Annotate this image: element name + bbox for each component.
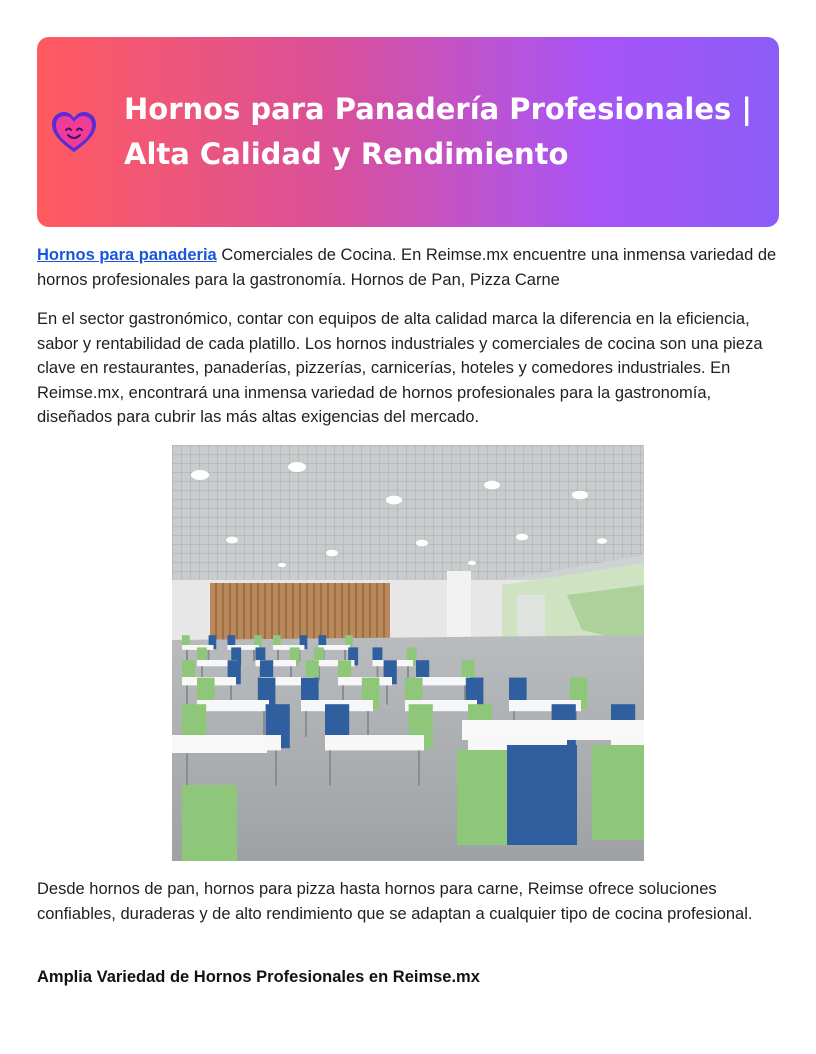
cafeteria-photo: [172, 445, 644, 861]
heart-smiley-icon: [50, 110, 98, 156]
intro-text: Comerciales de Cocina. En Reimse.mx encuentre una inmensa variedad de hornos profesionales para la gastronomía. Hornos de Pan, Pizza Carne: [37, 246, 777, 289]
page-title: Hornos para Panadería Profesionales | Alta Calidad y Rendimiento: [124, 92, 752, 171]
body-paragraph-2: En el sector gastronómico, contar con equipos de alta calidad marca la diferencia en la eficiencia, sabor y rentabilidad de cada platillo. Los hornos industriales y comerciales de cocina son una pieza clave en restaurantes, panaderías, pizzerías, carnicerías, hoteles y comedores industriales. En Reimse.mx, encontrará una inmensa variedad de hornos profesionales para la gastronomía, diseñados para cubrir las más altas exigencias del mercado.: [37, 310, 763, 426]
section-subheading: Amplia Variedad de Hornos Profesionales en Reimse.mx: [37, 968, 480, 986]
hornos-panaderia-link[interactable]: Hornos para panaderia: [37, 246, 217, 264]
intro-paragraph: [37, 243, 779, 292]
body-paragraph-3: Desde hornos de pan, hornos para pizza hasta hornos para carne, Reimse ofrece soluciones confiables, duraderas y de alto rendimiento que se adaptan a cualquier tipo de cocina profesional.: [37, 880, 753, 923]
